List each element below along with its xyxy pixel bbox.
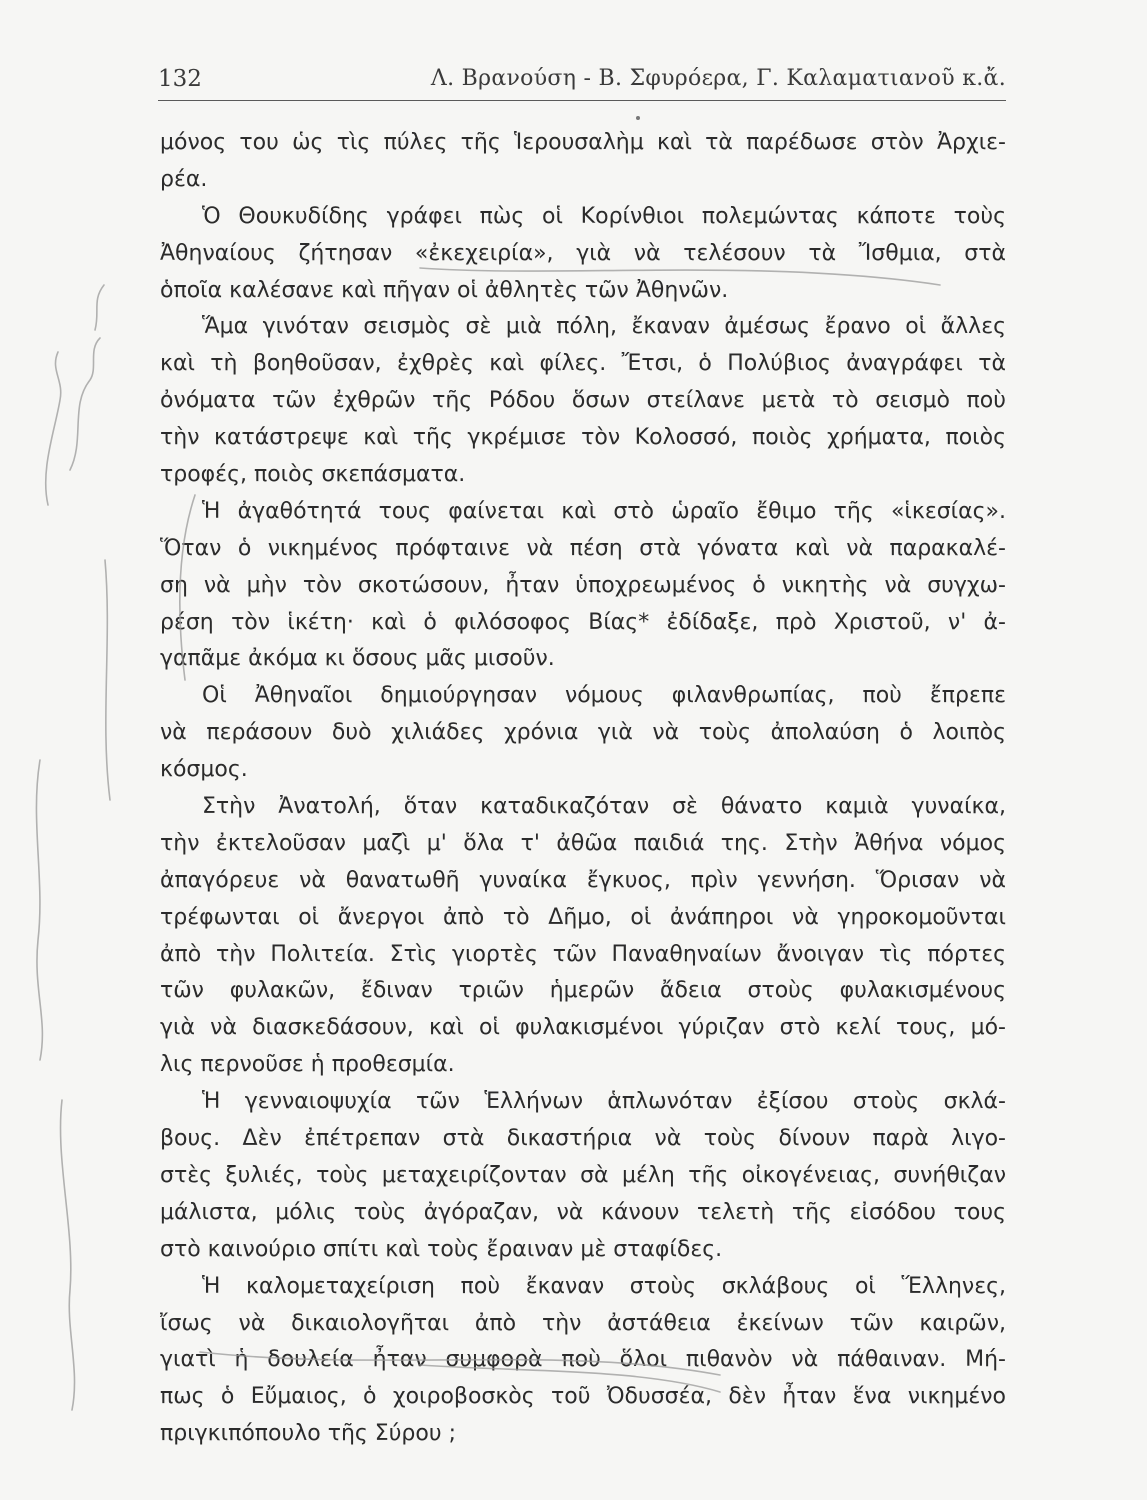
text-line: στὲς ξυλιές, τοὺς μεταχειρίζονταν σὰ μέλη τῆς οἰκογένειας, συνήθιζαν [160,1162,1006,1188]
pencil-scribble [105,560,110,800]
text-line: γαπᾶμε ἀκόμα κι ὅσους μᾶς μισοῦν. [160,646,555,672]
running-head: Λ. Βρανούση - Β. Σφυρόερα, Γ. Καλαματιανοῦ κ.ἄ. [430,66,1006,91]
pencil-scribble [95,285,104,330]
text-line: τροφές, ποιὸς σκεπάσματα. [160,462,466,488]
text-line: λις περνοῦσε ἡ προθεσμία. [160,1052,455,1078]
text-line: Ἡ ἀγαθότητά τους φαίνεται καὶ στὸ ὡραῖο ἔθιμο τῆς «ἱκεσίας». [202,498,1006,524]
text-line: Ὁ Θουκυδίδης γράφει πὼς οἱ Κορίνθιοι πολεμώντας κάποτε τοὺς [202,203,1006,229]
text-line: βους. Δὲν ἐπέτρεπαν στὰ δικαστήρια νὰ τοὺς δίνουν παρὰ λιγο- [160,1126,1006,1152]
text-line: ἀπὸ τὴν Πολιτεία. Στὶς γιορτὲς τῶν Παναθηναίων ἄνοιγαν τὶς πόρτες [160,941,1006,967]
page-header [158,60,1006,101]
page-number: 132 [158,66,202,92]
text-line: μάλιστα, μόλις τοὺς ἀγόραζαν, νὰ κάνουν τελετὴ τῆς εἰσόδου τους [160,1199,1006,1225]
text-line: ὁποῖα καλέσανε καὶ πῆγαν οἱ ἀθλητὲς τῶν Ἀθηνῶν. [160,277,729,303]
pencil-scribble [60,1100,74,1410]
text-line: ἴσως νὰ δικαιολογῆται ἀπὸ τὴν ἀστάθεια ἐκείνων τῶν καιρῶν, [160,1310,1006,1336]
text-line: τῶν φυλακῶν, ἔδιναν τριῶν ἡμερῶν ἄδεια στοὺς φυλακισμένους [160,978,1006,1004]
text-line: πως ὁ Εὔμαιος, ὁ χοιροβοσκὸς τοῦ Ὀδυσσέα, δὲν ἦταν ἕνα νικημένο [160,1384,1006,1410]
text-line: Στὴν Ἀνατολή, ὅταν καταδικαζόταν σὲ θάνατο καμιὰ γυναίκα, [202,794,1006,820]
pencil-scribble [70,338,100,470]
text-line: τὴν κατάστρεψε καὶ τῆς γκρέμισε τὸν Κολοσσό, ποιὸς χρήματα, ποιὸς [160,425,1006,451]
text-line: τρέφωνται οἱ ἄνεργοι ἀπὸ τὸ Δῆμο, οἱ ἀνάπηροι νὰ γηροκομοῦνται [160,904,1006,930]
pencil-scribble [36,760,42,1060]
pencil-scribble [46,352,61,505]
text-line: καὶ τὴ βοηθοῦσαν, ἐχθρὲς καὶ φίλες. Ἔτσι, ὁ Πολύβιος ἀναγράφει τὰ [160,351,1006,377]
text-line: ἀπαγόρευε νὰ θανατωθῆ γυναίκα ἔγκυος, πρὶν γεννήση. Ὅρισαν νὰ [160,867,1006,893]
text-line: ση νὰ μὴν τὸν σκοτώσουν, ἦταν ὑποχρεωμένος ὁ νικητὴς νὰ συγχω- [160,572,1006,598]
text-line: ρέα. [160,166,208,192]
text-line: στὸ καινούριο σπίτι καὶ τοὺς ἔραιναν μὲ σταφίδες. [160,1236,723,1262]
text-line: μόνος του ὡς τὶς πύλες τῆς Ἱερουσαλὴμ καὶ τὰ παρέδωσε στὸν Ἀρχιε- [160,130,1006,155]
ink-dot [636,116,640,120]
text-line: Οἱ Ἀθηναῖοι δημιούργησαν νόμους φιλανθρωπίας, ποὺ ἔπρεπε [202,683,1006,709]
text-line: Ἀθηναίους ζήτησαν «ἐκεχειρία», γιὰ νὰ τελέσουν τὰ Ἴσθμια, στὰ [160,240,1006,266]
text-line: γιὰ νὰ διασκεδάσουν, καὶ οἱ φυλακισμένοι γύριζαν στὸ κελί τους, μό- [160,1015,1006,1041]
text-line: κόσμος. [160,757,248,783]
text-line: ρέση τὸν ἱκέτη· καὶ ὁ φιλόσοφος Βίας* ἐδίδαξε, πρὸ Χριστοῦ, ν' ἀ- [160,609,1006,635]
text-line: τὴν ἐκτελοῦσαν μαζὶ μ' ὅλα τ' ἀθῶα παιδιά της. Στὴν Ἀθήνα νόμος [160,830,1006,856]
text-line: Ἡ καλομεταχείριση ποὺ ἔκαναν στοὺς σκλάβους οἱ Ἕλληνες, [202,1273,1006,1299]
body-text [160,125,1006,1453]
text-line: Ἡ γενναιοψυχία τῶν Ἑλλήνων ἁπλωνόταν ἐξίσου στοὺς σκλά- [202,1089,1006,1115]
text-line: νὰ περάσουν δυὸ χιλιάδες χρόνια γιὰ νὰ τοὺς ἀπολαύση ὁ λοιπὸς [160,720,1006,746]
text-line: πριγκιπόπουλο τῆς Σύρου ; [160,1421,456,1447]
text-line: γιατὶ ἡ δουλεία ἦταν συμφορὰ ποὺ ὅλοι πιθανὸν νὰ πάθαιναν. Μή- [160,1347,1006,1373]
text-line: ὀνόματα τῶν ἐχθρῶν τῆς Ρόδου ὅσων στείλανε μετὰ τὸ σεισμὸ ποὺ [160,388,1006,414]
text-line: Ὅταν ὁ νικημένος πρόφταινε νὰ πέση στὰ γόνατα καὶ νὰ παρακαλέ- [160,535,1006,561]
text-line: Ἅμα γινόταν σεισμὸς σὲ μιὰ πόλη, ἔκαναν ἀμέσως ἔρανο οἱ ἄλλες [202,314,1006,340]
